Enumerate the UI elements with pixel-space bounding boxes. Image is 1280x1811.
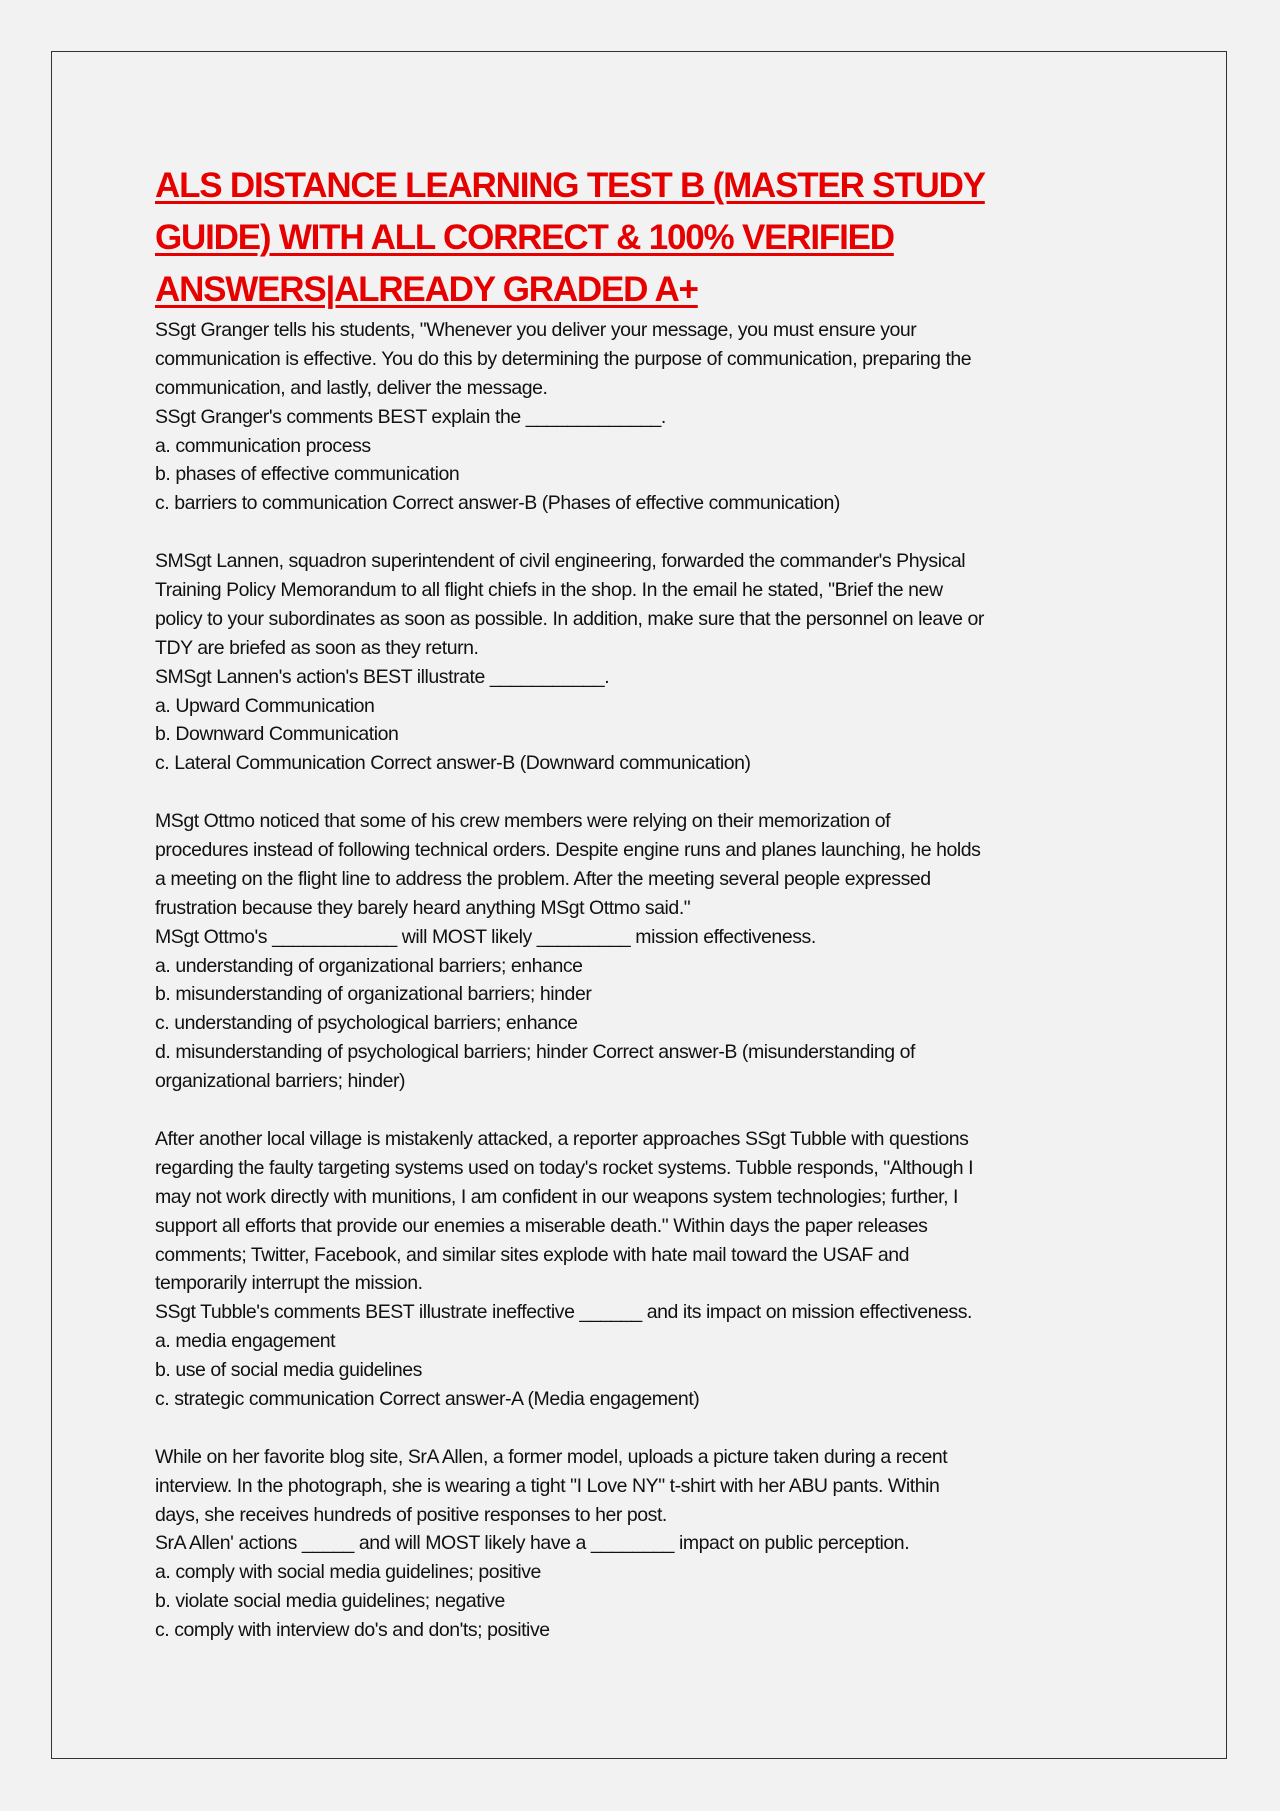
question-line: comments; Twitter, Facebook, and similar sites explode with hate mail toward the USAF and xyxy=(155,1243,910,1266)
title-line: ANSWERS|ALREADY GRADED A+ xyxy=(155,270,698,309)
document-content xyxy=(155,160,1155,1674)
document-title xyxy=(155,160,1155,316)
question-line: interview. In the photograph, she is wearing a tight "I Love NY" t-shirt with her ABU pants. Within xyxy=(155,1474,940,1497)
question-line: SMSgt Lannen's action's BEST illustrate ___________. xyxy=(155,665,610,688)
question-line: a. media engagement xyxy=(155,1330,336,1353)
question-line: After another local village is mistakenly attacked, a reporter approaches SSgt Tubble with questions xyxy=(155,1127,969,1150)
question-line: While on her favorite blog site, SrA Allen, a former model, uploads a picture taken during a recent xyxy=(155,1445,948,1468)
question-line: SSgt Tubble's comments BEST illustrate ineffective ______ and its impact on mission effectiveness. xyxy=(155,1301,972,1324)
question-line: a. comply with social media guidelines; positive xyxy=(155,1561,541,1584)
title-line: ALS DISTANCE LEARNING TEST B (MASTER STUDY xyxy=(155,166,985,205)
question-line: b. misunderstanding of organizational barriers; hinder xyxy=(155,983,592,1006)
question-line: days, she receives hundreds of positive responses to her post. xyxy=(155,1503,667,1526)
question-line: TDY are briefed as soon as they return. xyxy=(155,636,479,659)
question-line: MSgt Ottmo noticed that some of his crew members were relying on their memorization of xyxy=(155,810,891,833)
question-line: b. violate social media guidelines; negative xyxy=(155,1590,505,1613)
question-block xyxy=(155,316,1155,518)
question-line: d. misunderstanding of psychological barriers; hinder Correct answer-B (misunderstanding of xyxy=(155,1041,916,1064)
question-line: communication, and lastly, deliver the message. xyxy=(155,376,548,399)
question-line: communication is effective. You do this by determining the purpose of communication, preparing the xyxy=(155,347,972,370)
question-line: frustration because they barely heard anything MSgt Ottmo said." xyxy=(155,896,691,919)
question-block xyxy=(155,547,1155,778)
title-line: GUIDE) WITH ALL CORRECT & 100% VERIFIED xyxy=(155,218,894,257)
question-line: b. use of social media guidelines xyxy=(155,1359,422,1382)
question-block xyxy=(155,1125,1155,1414)
question-block xyxy=(155,807,1155,1096)
question-line: organizational barriers; hinder) xyxy=(155,1070,406,1093)
question-line: SSgt Granger's comments BEST explain the _____________. xyxy=(155,405,666,428)
question-line: policy to your subordinates as soon as possible. In addition, make sure that the personnel on leave or xyxy=(155,607,984,630)
question-line: SrA Allen' actions _____ and will MOST likely have a ________ impact on public perception. xyxy=(155,1532,910,1555)
question-line: c. Lateral Communication Correct answer-B (Downward communication) xyxy=(155,752,751,775)
question-line: may not work directly with munitions, I am confident in our weapons system technologies; further, I xyxy=(155,1185,959,1208)
question-line: SMSgt Lannen, squadron superintendent of civil engineering, forwarded the commander's Physical xyxy=(155,550,966,573)
question-line: c. understanding of psychological barriers; enhance xyxy=(155,1012,578,1035)
question-line: support all efforts that provide our enemies a miserable death." Within days the paper releases xyxy=(155,1214,928,1237)
question-line: procedures instead of following technical orders. Despite engine runs and planes launching, he holds xyxy=(155,839,981,862)
question-line: a. Upward Communication xyxy=(155,694,375,717)
question-line: MSgt Ottmo's ____________ will MOST likely _________ mission effectiveness. xyxy=(155,925,816,948)
question-line: regarding the faulty targeting systems used on today's rocket systems. Tubble responds, "Although I xyxy=(155,1156,974,1179)
question-line: c. strategic communication Correct answer-A (Media engagement) xyxy=(155,1387,700,1410)
question-line: a. understanding of organizational barriers; enhance xyxy=(155,954,583,977)
question-line: c. comply with interview do's and don'ts; positive xyxy=(155,1619,550,1642)
question-line: Training Policy Memorandum to all flight chiefs in the shop. In the email he stated, "Brief the new xyxy=(155,579,943,602)
question-line: SSgt Granger tells his students, "Whenever you deliver your message, you must ensure your xyxy=(155,319,917,341)
question-list xyxy=(155,316,1155,1645)
question-line: b. phases of effective communication xyxy=(155,463,460,486)
question-line: temporarily interrupt the mission. xyxy=(155,1272,423,1295)
question-line: a. communication process xyxy=(155,434,371,457)
question-line: a meeting on the flight line to address the problem. After the meeting several people expressed xyxy=(155,867,931,890)
question-block xyxy=(155,1443,1155,1645)
question-line: b. Downward Communication xyxy=(155,723,399,746)
question-line: c. barriers to communication Correct answer-B (Phases of effective communication) xyxy=(155,492,840,515)
